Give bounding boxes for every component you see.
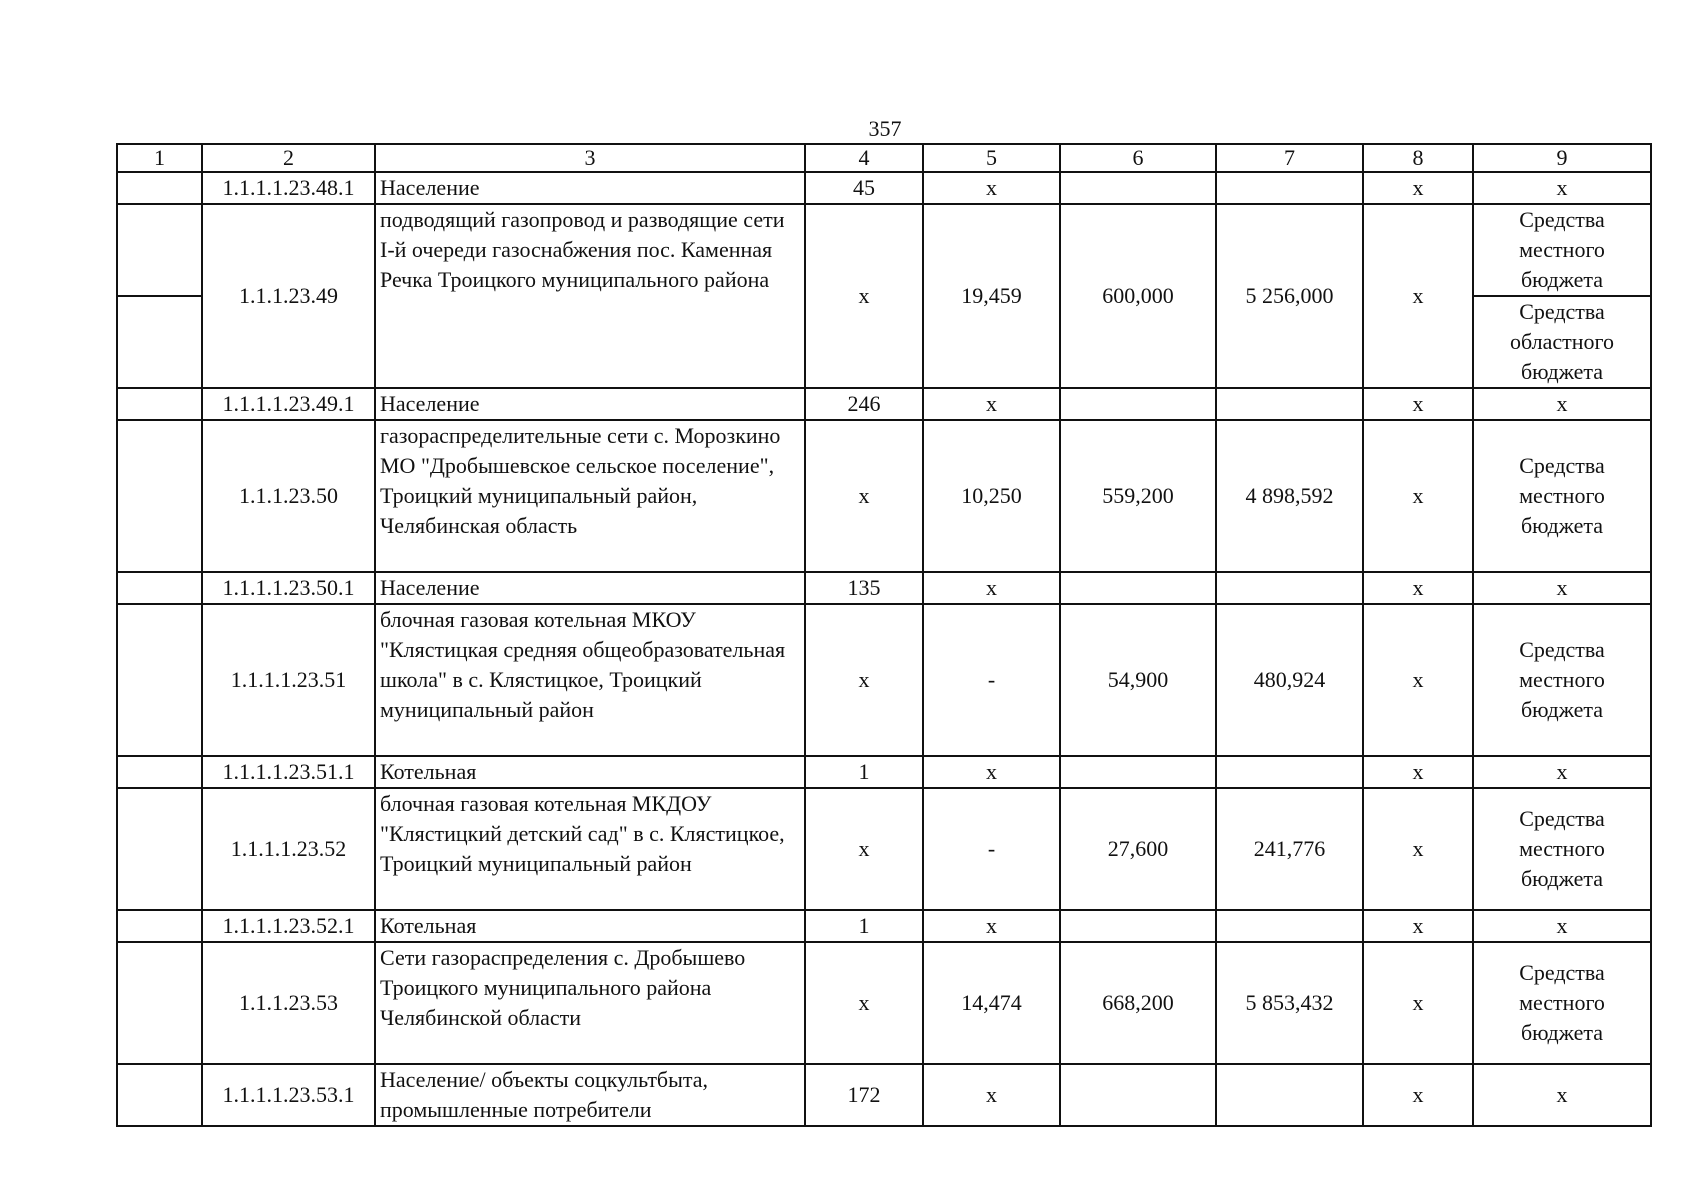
cell-col4: 1 [805, 756, 923, 788]
cell-col8: x [1363, 204, 1473, 388]
empty-cell [117, 910, 202, 942]
cell-col8: x [1363, 910, 1473, 942]
cell-col7 [1216, 172, 1363, 204]
table-row [117, 420, 1651, 572]
column-header: 2 [202, 144, 375, 172]
column-header: 3 [375, 144, 805, 172]
table-row [117, 910, 1651, 942]
cell-col8: x [1363, 604, 1473, 756]
row-description: блочная газовая котельная МКДОУ "Клястицкий детский сад" в с. Клястицкое, Троицкий муниципальный район [375, 788, 805, 910]
table-row [117, 604, 1651, 756]
table-row [117, 204, 1651, 296]
funding-source: Средства местного бюджета [1473, 604, 1651, 756]
cell-col5: x [923, 910, 1060, 942]
cell-col4: 172 [805, 1064, 923, 1126]
row-description: Население [375, 388, 805, 420]
table-row [117, 756, 1651, 788]
cell-col4: 135 [805, 572, 923, 604]
row-code: 1.1.1.23.49 [202, 204, 375, 388]
funding-source-regional: Средства областного бюджета [1473, 296, 1651, 388]
empty-cell [117, 172, 202, 204]
row-code: 1.1.1.1.23.49.1 [202, 388, 375, 420]
cell-col8: x [1363, 420, 1473, 572]
column-header: 6 [1060, 144, 1216, 172]
cell-col6: 559,200 [1060, 420, 1216, 572]
empty-cell [117, 756, 202, 788]
column-number-row [117, 144, 1651, 172]
cell-col5: x [923, 756, 1060, 788]
cell-col5: x [923, 572, 1060, 604]
cell-col6: 27,600 [1060, 788, 1216, 910]
column-header: 8 [1363, 144, 1473, 172]
funding-source: Средства местного бюджета [1473, 942, 1651, 1064]
row-description: Котельная [375, 756, 805, 788]
cell-col4: x [805, 942, 923, 1064]
cell-col4: x [805, 420, 923, 572]
cell-col7: 241,776 [1216, 788, 1363, 910]
row-description: блочная газовая котельная МКОУ "Клястицкая средняя общеобразовательная школа" в с. Клястицкое, Троицкий муниципальный район [375, 604, 805, 756]
row-code: 1.1.1.1.23.51 [202, 604, 375, 756]
funding-source-local: Средства местного бюджета [1473, 204, 1651, 296]
cell-col6 [1060, 910, 1216, 942]
table-row [117, 572, 1651, 604]
empty-cell [117, 420, 202, 572]
cell-col5: x [923, 388, 1060, 420]
cell-col7 [1216, 910, 1363, 942]
column-header: 9 [1473, 144, 1651, 172]
cell-col4: x [805, 204, 923, 388]
page-number: 357 [868, 116, 902, 141]
cell-col4: 45 [805, 172, 923, 204]
cell-col8: x [1363, 1064, 1473, 1126]
cell-col5: - [923, 788, 1060, 910]
cell-col7 [1216, 756, 1363, 788]
cell-col7: 5 256,000 [1216, 204, 1363, 388]
row-code: 1.1.1.1.23.53.1 [202, 1064, 375, 1126]
cell-col5: 10,250 [923, 420, 1060, 572]
column-header: 4 [805, 144, 923, 172]
cell-col4: x [805, 788, 923, 910]
table-row [117, 788, 1651, 910]
table-row [117, 1064, 1651, 1126]
cell-col6 [1060, 1064, 1216, 1126]
cell-col6: 54,900 [1060, 604, 1216, 756]
cell-col8: x [1363, 756, 1473, 788]
cell-col8: x [1363, 172, 1473, 204]
row-code: 1.1.1.1.23.52.1 [202, 910, 375, 942]
cell-col5: 19,459 [923, 204, 1060, 388]
cell-col6 [1060, 756, 1216, 788]
row-description: Сети газораспределения с. Дробышево Троицкого муниципального района Челябинской области [375, 942, 805, 1064]
empty-cell [117, 788, 202, 910]
cell-col7 [1216, 1064, 1363, 1126]
table-row [117, 172, 1651, 204]
empty-cell [117, 296, 202, 388]
row-code: 1.1.1.1.23.52 [202, 788, 375, 910]
cell-col7: 480,924 [1216, 604, 1363, 756]
cell-col8: x [1363, 942, 1473, 1064]
cell-col8: x [1363, 572, 1473, 604]
cell-col4: x [805, 604, 923, 756]
cell-col9: x [1473, 388, 1651, 420]
cell-col9: x [1473, 910, 1651, 942]
empty-cell [117, 604, 202, 756]
cell-col9: x [1473, 756, 1651, 788]
cell-col7: 4 898,592 [1216, 420, 1363, 572]
column-header: 5 [923, 144, 1060, 172]
row-description: Население/ объекты соцкультбыта, промышленные потребители [375, 1064, 805, 1126]
table-row [117, 942, 1651, 1064]
empty-cell [117, 1064, 202, 1126]
empty-cell [117, 204, 202, 296]
cell-col4: 1 [805, 910, 923, 942]
row-code: 1.1.1.1.23.51.1 [202, 756, 375, 788]
row-description: Население [375, 172, 805, 204]
cell-col5: x [923, 172, 1060, 204]
funding-source: Средства местного бюджета [1473, 788, 1651, 910]
empty-cell [117, 572, 202, 604]
empty-cell [117, 388, 202, 420]
cell-col6 [1060, 172, 1216, 204]
cell-col5: - [923, 604, 1060, 756]
cell-col5: 14,474 [923, 942, 1060, 1064]
row-description: подводящий газопровод и разводящие сети I-й очереди газоснабжения пос. Каменная Речка Троицкого муниципального района [375, 204, 805, 388]
row-code: 1.1.1.1.23.50.1 [202, 572, 375, 604]
cell-col7 [1216, 572, 1363, 604]
cell-col6: 600,000 [1060, 204, 1216, 388]
cell-col9: x [1473, 1064, 1651, 1126]
cell-col5: x [923, 1064, 1060, 1126]
cell-col7: 5 853,432 [1216, 942, 1363, 1064]
investment-table [116, 143, 1652, 1127]
empty-cell [117, 942, 202, 1064]
cell-col6 [1060, 572, 1216, 604]
row-description: Котельная [375, 910, 805, 942]
row-description: газораспределительные сети с. Морозкино МО "Дробышевское сельское поселение", Троицкий муниципальный район, Челябинская область [375, 420, 805, 572]
table-row [117, 388, 1651, 420]
row-description: Население [375, 572, 805, 604]
cell-col9: x [1473, 572, 1651, 604]
cell-col8: x [1363, 788, 1473, 910]
cell-col6 [1060, 388, 1216, 420]
column-header: 1 [117, 144, 202, 172]
cell-col8: x [1363, 388, 1473, 420]
cell-col9: x [1473, 172, 1651, 204]
row-code: 1.1.1.1.23.48.1 [202, 172, 375, 204]
row-code: 1.1.1.23.53 [202, 942, 375, 1064]
funding-source: Средства местного бюджета [1473, 420, 1651, 572]
cell-col7 [1216, 388, 1363, 420]
row-code: 1.1.1.23.50 [202, 420, 375, 572]
column-header: 7 [1216, 144, 1363, 172]
cell-col6: 668,200 [1060, 942, 1216, 1064]
cell-col4: 246 [805, 388, 923, 420]
